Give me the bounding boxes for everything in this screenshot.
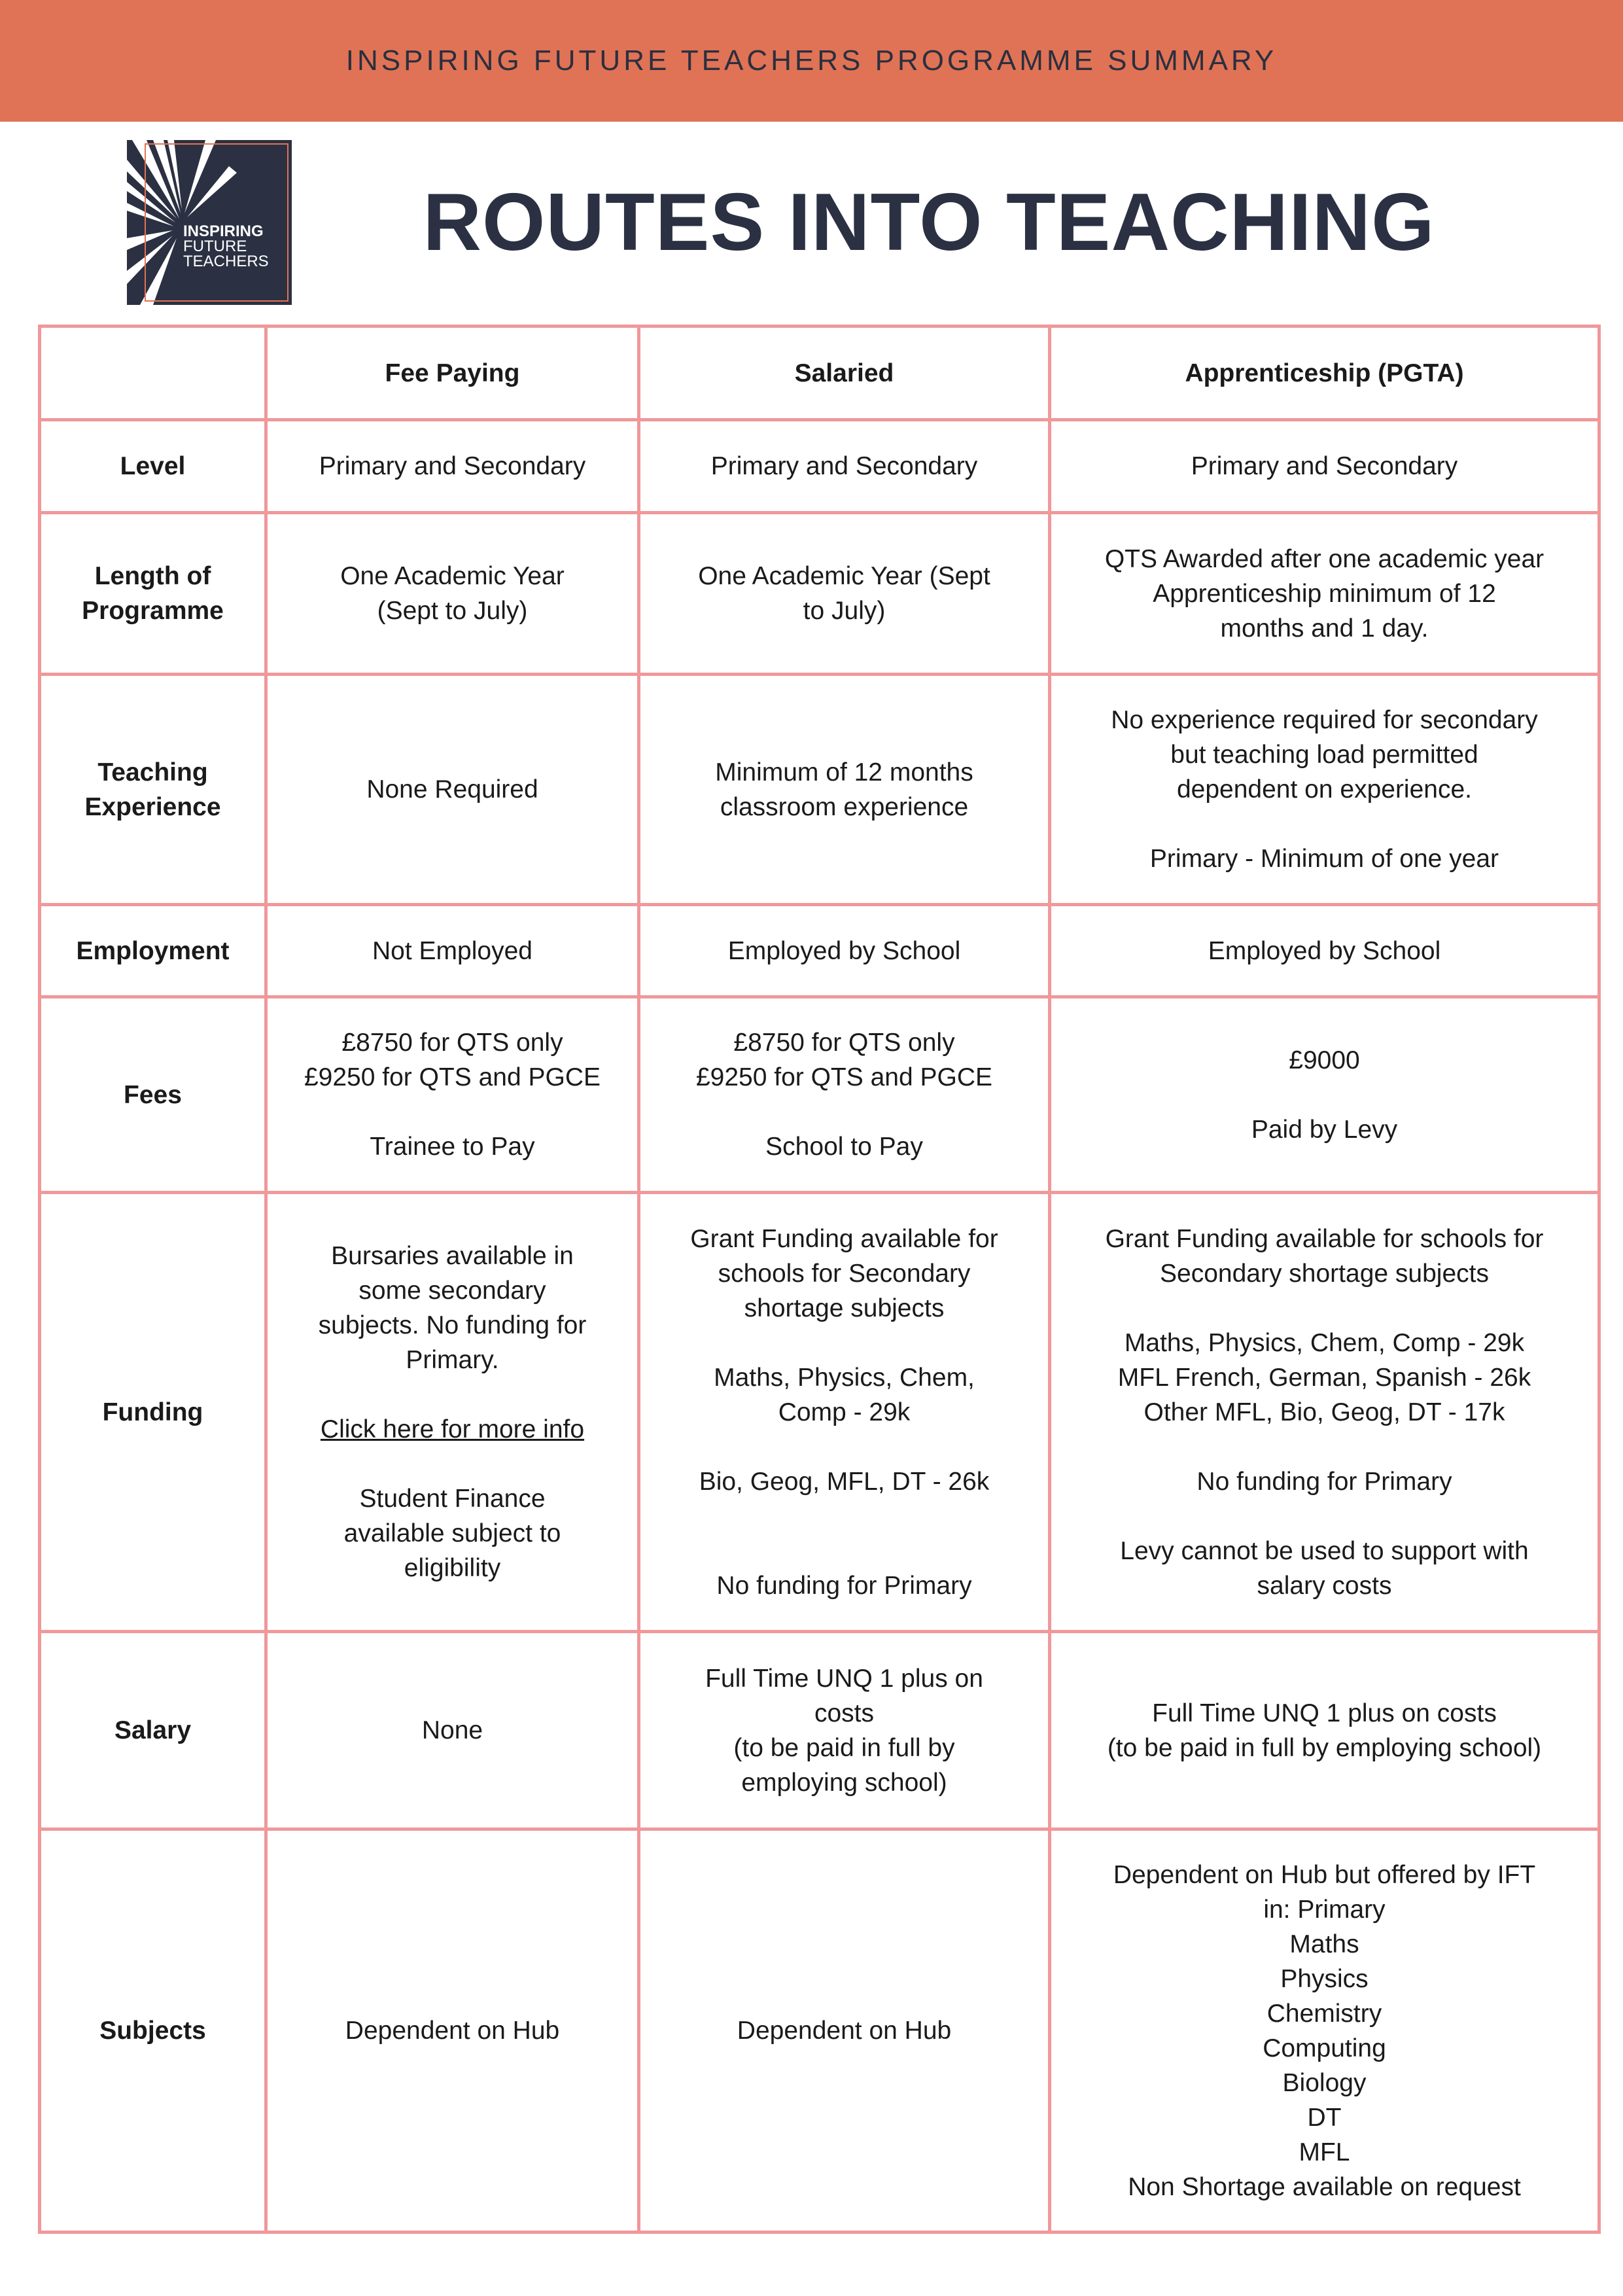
row-label: Level: [40, 420, 266, 513]
table-cell: None: [266, 1632, 639, 1829]
row-label: Funding: [40, 1193, 266, 1632]
table-header-row: [40, 327, 1599, 420]
table-cell: Employed by School: [1050, 905, 1599, 997]
table-cell: Dependent on Hub: [266, 1829, 639, 2233]
row-label: Fees: [40, 997, 266, 1193]
table-cell: QTS Awarded after one academic year Apprenticeship minimum of 12 months and 1 day.: [1050, 513, 1599, 675]
table-cell: Primary and Secondary: [1050, 420, 1599, 513]
row-label: Salary: [40, 1632, 266, 1829]
row-label: Subjects: [40, 1829, 266, 2233]
table-cell: £9000 Paid by Levy: [1050, 997, 1599, 1193]
header-apprenticeship: Apprenticeship (PGTA): [1050, 327, 1599, 420]
table-cell: None Required: [266, 675, 639, 905]
table-cell: Primary and Secondary: [639, 420, 1050, 513]
row-label: Teaching Experience: [40, 675, 266, 905]
funding-fee-paying-cell: [266, 1193, 639, 1632]
table-cell: Employed by School: [639, 905, 1050, 997]
table-row-length: [40, 513, 1599, 675]
table-cell: Minimum of 12 months classroom experience: [639, 675, 1050, 905]
table-cell: No experience required for secondary but teaching load permitted dependent on experience. Primary - Minimum of one year: [1050, 675, 1599, 905]
header-banner: [0, 0, 1623, 122]
table-cell: One Academic Year (Sept to July): [639, 513, 1050, 675]
table-row-funding: [40, 1193, 1599, 1632]
table-cell: Dependent on Hub: [639, 1829, 1050, 2233]
table-cell: One Academic Year (Sept to July): [266, 513, 639, 675]
table-cell: Full Time UNQ 1 plus on costs (to be paid in full by employing school): [1050, 1632, 1599, 1829]
page-title: ROUTES INTO TEACHING: [423, 177, 1435, 268]
table-cell: £8750 for QTS only £9250 for QTS and PGCE School to Pay: [639, 997, 1050, 1193]
logo-line-2: FUTURE: [183, 238, 247, 255]
row-label: Length of Programme: [40, 513, 266, 675]
header-fee-paying: Fee Paying: [266, 327, 639, 420]
table-row-subjects: [40, 1829, 1599, 2233]
table-cell: Not Employed: [266, 905, 639, 997]
header-blank-cell: [40, 327, 266, 420]
bursary-info-text: Bursaries available in some secondary subjects. No funding for Primary.: [318, 1242, 587, 1374]
logo-line-3: TEACHERS: [183, 253, 269, 270]
table-cell: Grant Funding available for schools for Secondary shortage subjects Maths, Physics, Chem, Comp - 29k MFL French, German, Spanish - 26k Other MFL, Bio, Geog, DT - 17k No funding for Primary Levy cannot be used to support with salary costs: [1050, 1193, 1599, 1632]
logo-line-1: INSPIRING: [183, 222, 264, 240]
table-cell: £8750 for QTS only £9250 for QTS and PGCE Trainee to Pay: [266, 997, 639, 1193]
table-cell: Primary and Secondary: [266, 420, 639, 513]
table-row-salary: [40, 1632, 1599, 1829]
table-row-employment: [40, 905, 1599, 997]
table-row-fees: [40, 997, 1599, 1193]
more-info-link[interactable]: Click here for more info: [320, 1415, 585, 1443]
header-salaried: Salaried: [639, 327, 1050, 420]
banner-title: INSPIRING FUTURE TEACHERS PROGRAMME SUMMARY: [345, 44, 1278, 77]
student-finance-text: Student Finance available subject to eligibility: [343, 1485, 561, 1582]
table-cell: Dependent on Hub but offered by IFT in: Primary Maths Physics Chemistry Computing Biology DT MFL Non Shortage available on request: [1050, 1829, 1599, 2233]
row-label: Employment: [40, 905, 266, 997]
inspiring-future-teachers-logo: [127, 140, 292, 305]
table-cell: Full Time UNQ 1 plus on costs (to be paid in full by employing school): [639, 1632, 1050, 1829]
table-row-level: [40, 420, 1599, 513]
logo-wordmark: [183, 224, 269, 269]
table-cell: Grant Funding available for schools for Secondary shortage subjects Maths, Physics, Chem, Comp - 29k Bio, Geog, MFL, DT - 26k No funding for Primary: [639, 1193, 1050, 1632]
table-row-teaching-experience: [40, 675, 1599, 905]
routes-comparison-table: [38, 325, 1601, 2234]
